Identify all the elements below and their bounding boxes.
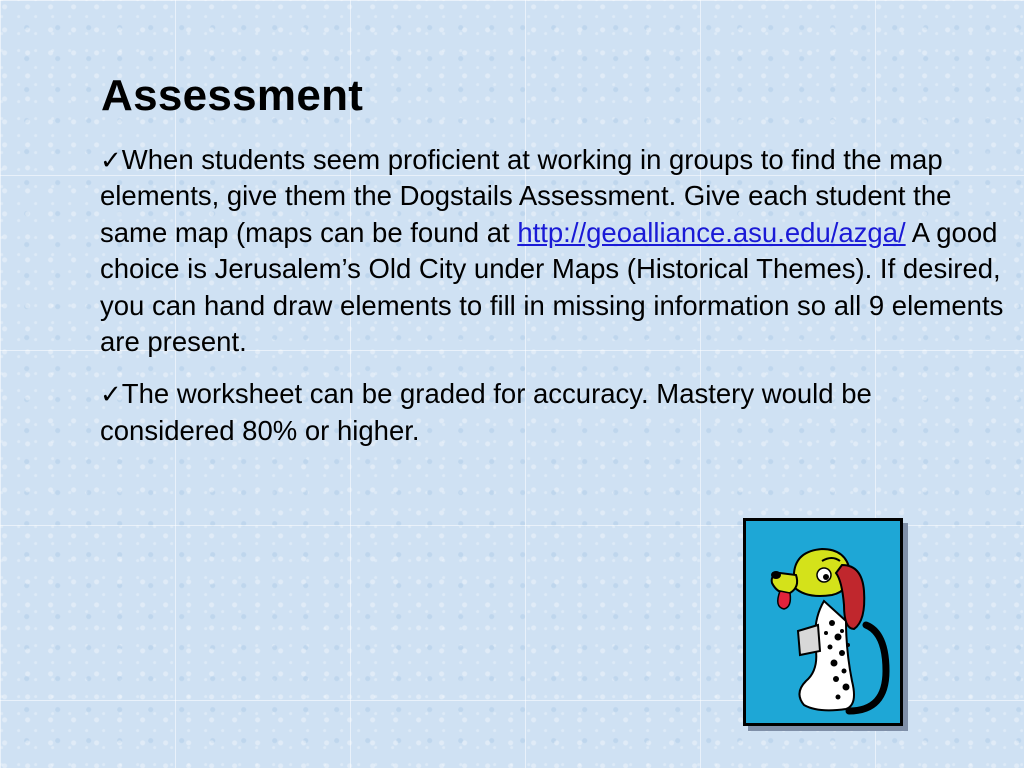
checkmark-bullet-icon: ✓ xyxy=(100,145,122,175)
grading-paragraph-text: The worksheet can be graded for accuracy. Mastery would be considered 80% or higher. xyxy=(100,378,872,446)
dog-nose xyxy=(771,571,781,579)
grading-paragraph xyxy=(100,376,1005,449)
paragraph-text-before-link: When students seem proficient at working in groups to find the map elements, give them the Dogstails Assessment. Give each student the same map (maps can be found at xyxy=(100,144,952,248)
slide-body xyxy=(100,142,1005,449)
dog-clipart-icon xyxy=(743,518,903,726)
dog-eye xyxy=(823,574,829,580)
dog-tongue xyxy=(778,591,791,609)
slide-title: Assessment xyxy=(101,71,364,120)
paper-sheet xyxy=(798,625,820,655)
geoalliance-link[interactable]: http://geoalliance.asu.edu/azga/ xyxy=(517,216,906,248)
paragraph-text-after-link: A good choice is Jerusalem’s Old City under Maps (Historical Themes). If desired, you can hand draw elements to fill in missing information so all 9 elements are present. xyxy=(100,216,1004,358)
assessment-paragraph xyxy=(100,142,1005,360)
checkmark-bullet-icon: ✓ xyxy=(100,379,122,410)
dog-illustration xyxy=(746,521,900,723)
